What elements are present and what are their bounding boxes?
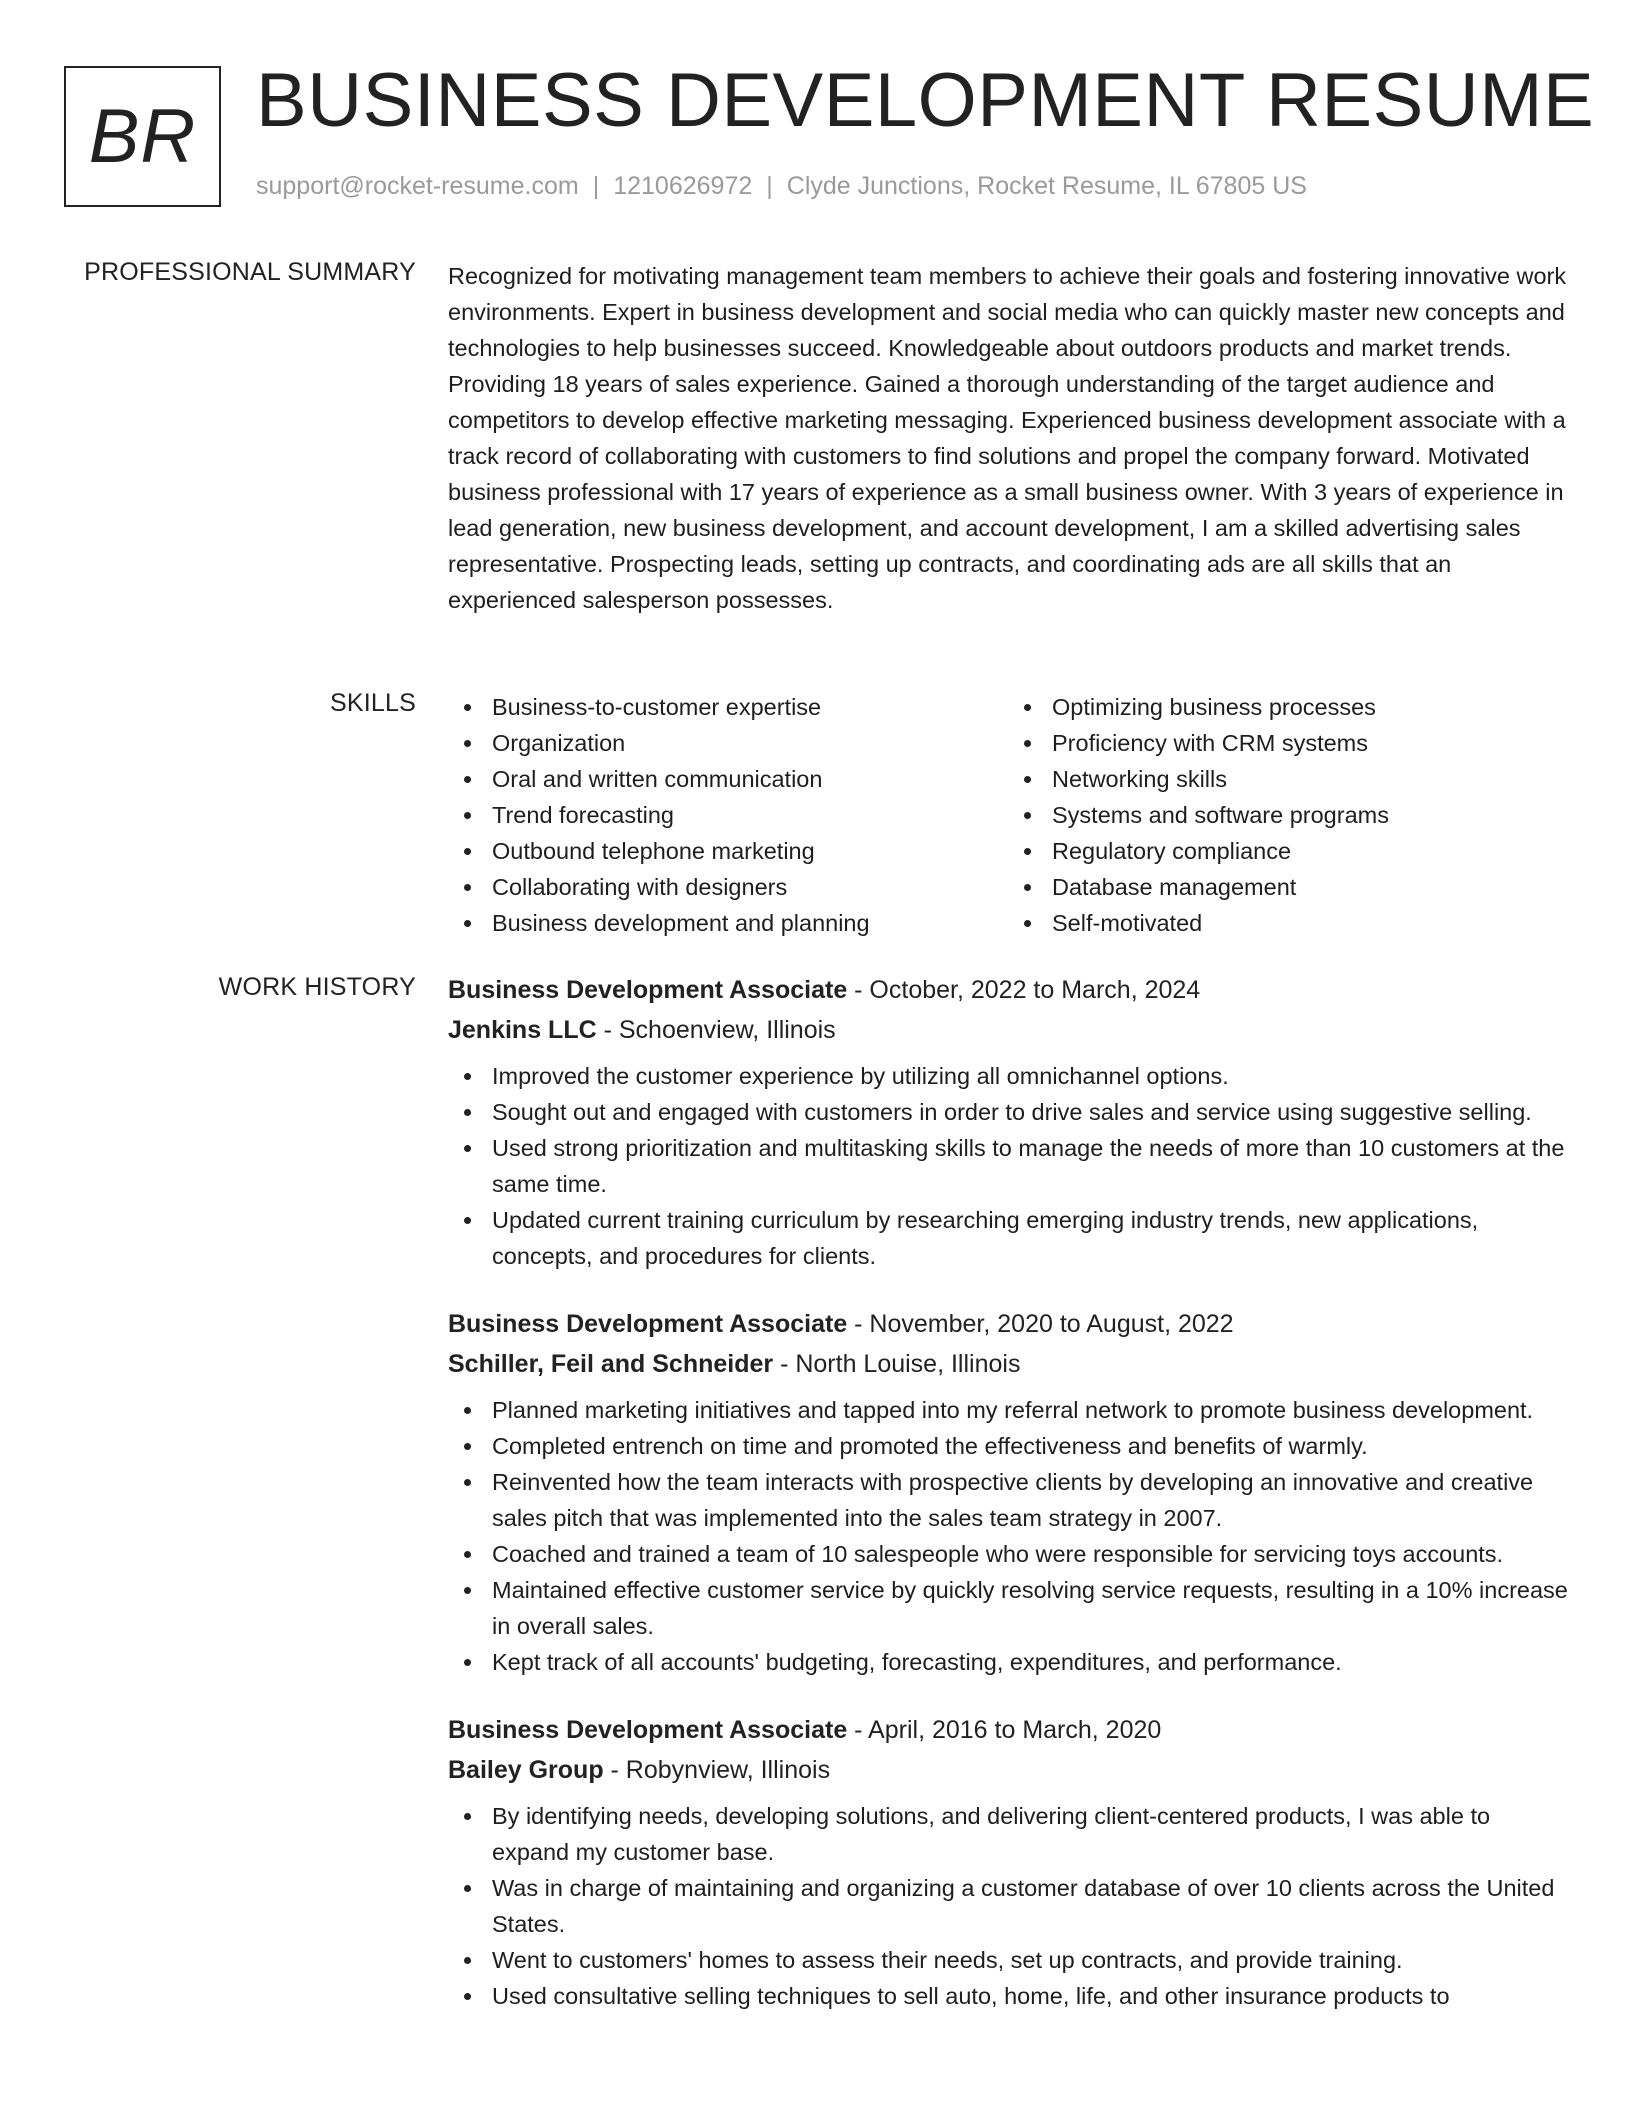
summary-text: Recognized for motivating management team members to achieve their goals and fostering innovative work environments. Expert in business development and social media who can quickly master new concepts and technologies to help businesses succeed. Knowledgeable about outdoors products and market trends. Providing 18 years of sales experience. Gained a thorough understanding of the target audience and competitors to develop effective marketing messaging. Experienced business development associate with a track record of collaborating with customers to find solutions and propel the company forward. Motivated business professional with 17 years of experience as a small business owner. With 3 years of experience in lead generation, new business development, and account development, I am a skilled advertising sales representative. Prospecting leads, setting up contracts, and coordinating ads are all skills that an experienced salesperson possesses. <box>448 263 1567 613</box>
work-history-section <box>448 970 1568 2044</box>
job-title-line <box>448 1304 1568 1344</box>
job-dates: - April, 2016 to March, 2020 <box>847 1716 1162 1744</box>
job-company-line <box>448 1344 1568 1384</box>
job-bullets <box>448 1392 1568 1680</box>
job-bullet: Planned marketing initiatives and tapped into my referral network to promote business development. <box>492 1392 1568 1428</box>
job-bullet: Improved the customer experience by utilizing all omnichannel options. <box>492 1058 1568 1094</box>
job-bullet: By identifying needs, developing solutions, and delivering client-centered products, I was able to expand my customer base. <box>492 1798 1568 1870</box>
job-title-line <box>448 970 1568 1010</box>
job-location: - Schoenview, Illinois <box>596 1016 836 1044</box>
skill-item: Trend forecasting <box>492 797 1008 833</box>
skill-item: Systems and software programs <box>1052 797 1568 833</box>
job-location: - North Louise, Illinois <box>773 1350 1021 1378</box>
job-bullet: Maintained effective customer service by quickly resolving service requests, resulting in a 10% increase in overall sales. <box>492 1572 1568 1644</box>
section-label-summary: PROFESSIONAL SUMMARY <box>84 258 416 286</box>
skill-item: Business-to-customer expertise <box>492 689 1008 725</box>
skill-item: Outbound telephone marketing <box>492 833 1008 869</box>
resume-title: BUSINESS DEVELOPMENT RESUME <box>256 58 1595 143</box>
job-bullet: Completed entrench on time and promoted the effectiveness and benefits of warmly. <box>492 1428 1568 1464</box>
job-bullet: Reinvented how the team interacts with prospective clients by developing an innovative and creative sales pitch that was implemented into the sales team strategy in 2007. <box>492 1464 1568 1536</box>
skill-item: Organization <box>492 725 1008 761</box>
contact-line <box>256 172 1307 201</box>
skills-column-left <box>448 689 1008 941</box>
job-company: Schiller, Feil and Schneider <box>448 1350 774 1378</box>
contact-email: support@rocket-resume.com <box>256 172 579 200</box>
skill-item: Database management <box>1052 869 1568 905</box>
job-entry <box>448 1710 1568 2014</box>
job-title: Business Development Associate <box>448 1310 848 1338</box>
job-title: Business Development Associate <box>448 976 848 1004</box>
job-bullet: Was in charge of maintaining and organizing a customer database of over 10 clients across the United States. <box>492 1870 1568 1942</box>
skills-grid <box>448 689 1568 941</box>
job-entry <box>448 1304 1568 1680</box>
skill-item: Self-motivated <box>1052 905 1568 941</box>
job-bullet: Kept track of all accounts' budgeting, forecasting, expenditures, and performance. <box>492 1644 1568 1680</box>
job-bullets <box>448 1798 1568 2014</box>
skills-section <box>448 689 1568 941</box>
job-location: - Robynview, Illinois <box>603 1756 831 1784</box>
skill-item: Oral and written communication <box>492 761 1008 797</box>
summary-section <box>448 258 1568 618</box>
job-entry <box>448 970 1568 1274</box>
contact-separator: | <box>592 172 600 200</box>
job-company: Bailey Group <box>448 1756 604 1784</box>
job-title: Business Development Associate <box>448 1716 848 1744</box>
job-company-line <box>448 1750 1568 1790</box>
skill-item: Networking skills <box>1052 761 1568 797</box>
section-label-skills: SKILLS <box>330 689 416 717</box>
skills-column-right <box>1008 689 1568 941</box>
skill-item: Optimizing business processes <box>1052 689 1568 725</box>
skill-item: Collaborating with designers <box>492 869 1008 905</box>
skill-item: Regulatory compliance <box>1052 833 1568 869</box>
job-title-line <box>448 1710 1568 1750</box>
job-company: Jenkins LLC <box>448 1016 597 1044</box>
contact-address: Clyde Junctions, Rocket Resume, IL 67805 US <box>786 172 1307 200</box>
job-dates: - October, 2022 to March, 2024 <box>847 976 1201 1004</box>
job-company-line <box>448 1010 1568 1050</box>
job-bullet: Used consultative selling techniques to sell auto, home, life, and other insurance products to <box>492 1978 1568 2014</box>
job-dates: - November, 2020 to August, 2022 <box>847 1310 1234 1338</box>
job-bullet: Sought out and engaged with customers in order to drive sales and service using suggestive selling. <box>492 1094 1568 1130</box>
job-bullet: Used strong prioritization and multitasking skills to manage the needs of more than 10 customers at the same time. <box>492 1130 1568 1202</box>
contact-phone: 1210626972 <box>613 172 753 200</box>
job-bullet: Updated current training curriculum by researching emerging industry trends, new applications, concepts, and procedures for clients. <box>492 1202 1568 1274</box>
skill-item: Business development and planning <box>492 905 1008 941</box>
skill-item: Proficiency with CRM systems <box>1052 725 1568 761</box>
section-label-work-history: WORK HISTORY <box>218 973 416 1001</box>
monogram-logo: BR <box>64 66 221 207</box>
contact-separator: | <box>766 172 773 200</box>
job-bullets <box>448 1058 1568 1274</box>
job-bullet: Went to customers' homes to assess their needs, set up contracts, and provide training. <box>492 1942 1568 1978</box>
job-bullet: Coached and trained a team of 10 salespeople who were responsible for servicing toys accounts. <box>492 1536 1568 1572</box>
